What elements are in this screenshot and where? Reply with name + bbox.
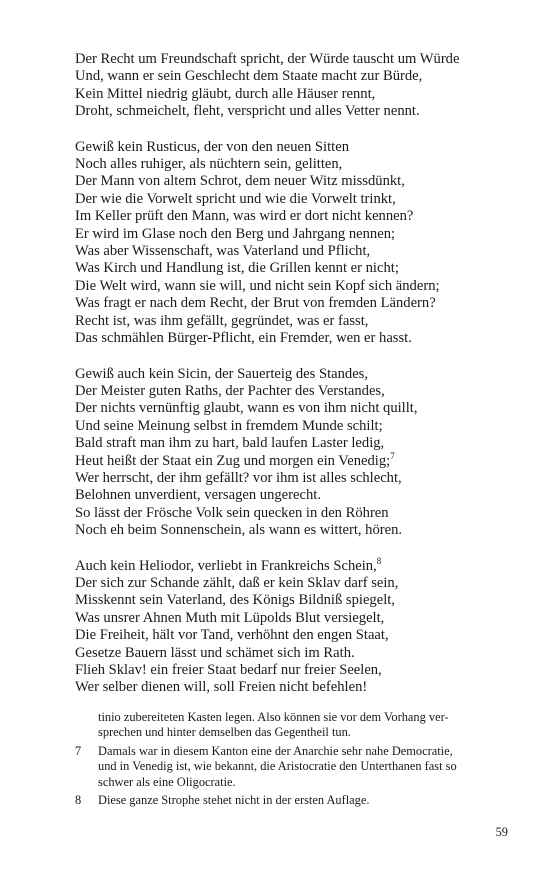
footnote-ref-7[interactable]: 7 <box>390 450 395 461</box>
verse-line: Die Freiheit, hält vor Tand, verhöhnt den engen Staat, <box>75 627 389 644</box>
stanza-2 <box>75 139 515 348</box>
stanza-3 <box>75 366 515 540</box>
footnote-number: 8 <box>75 793 82 808</box>
footnote-ref-8[interactable]: 8 <box>376 555 382 566</box>
footnote-line: tinio zubereiteten Kasten legen. Also können sie vor dem Vorhang ver- <box>98 710 449 724</box>
page-number: 59 <box>495 825 508 839</box>
verse-line: Misskennt sein Vaterland, des Königs Bildniß spiegelt, <box>75 592 395 609</box>
verse-line: Die Welt wird, wann sie will, und nicht sein Kopf sich ändern; <box>75 277 440 294</box>
footnote-continuation <box>75 710 507 741</box>
verse-line: Und seine Meinung selbst in fremdem Munde schilt; <box>75 417 383 434</box>
footnote-line: sprechen und hinter demselben das Gegentheil tun. <box>98 725 351 740</box>
footnote-line: Damals war in diesem Kanton eine der Anarchie sehr nahe Democratie, <box>98 743 453 758</box>
footnote-line: schwer als eine Oligocratie. <box>98 774 236 789</box>
verse-line: Belohnen unverdient, versagen ungerecht. <box>75 487 321 504</box>
footnote-8 <box>75 793 507 808</box>
verse-line: Wer herrscht, der ihm gefällt? vor ihm ist alles schlecht, <box>75 469 402 486</box>
verse-line: Was Kirch und Handlung ist, die Grillen kennt er nicht; <box>75 260 399 277</box>
verse-line: Der nichts vernünftig glaubt, wann es von ihm nicht quillt, <box>75 400 418 417</box>
verse-line: Im Keller prüft den Mann, was wird er dort nicht kennen? <box>75 208 414 225</box>
verse-line-with-footnote-8 <box>75 555 515 575</box>
verse-line: Der wie die Vorwelt spricht und wie die Vorwelt trinkt, <box>75 190 396 207</box>
verse-line: Und, wann er sein Geschlecht dem Staate macht zur Bürde, <box>75 68 423 85</box>
verse-line: Was fragt er nach dem Recht, der Brut von fremden Ländern? <box>75 295 436 312</box>
footnotes <box>75 710 507 811</box>
verse-line: Noch alles ruhiger, als nüchtern sein, gelitten, <box>75 156 343 173</box>
verse-line: So lässt der Frösche Volk sein quecken in den Röhren <box>75 504 389 521</box>
verse-line: Noch eh beim Sonnenschein, als wann es wittert, hören. <box>75 522 403 539</box>
footnote-number: 7 <box>75 743 82 758</box>
verse-line: Er wird im Glase noch den Berg und Jahrgang nennen; <box>75 225 396 242</box>
verse-line: Der Recht um Freundschaft spricht, der Würde tauscht um Würde <box>75 51 460 67</box>
verse-text: Auch kein Heliodor, verliebt in Frankreichs Schein, <box>75 557 377 574</box>
verse-line: Droht, schmeichelt, fleht, verspricht und alles Vetter nennt. <box>75 103 420 120</box>
verse-line: Das schmählen Bürger-Pflicht, ein Fremder, wen er hasst. <box>75 330 412 347</box>
poem <box>75 51 515 715</box>
verse-line: Gewiß auch kein Sicin, der Sauerteig des Standes, <box>75 365 369 382</box>
verse-line: Was aber Wissenschaft, was Vaterland und Pflicht, <box>75 243 371 260</box>
verse-line-with-footnote-7 <box>75 450 515 470</box>
verse-line: Wer selber dienen will, soll Freien nicht befehlen! <box>75 679 368 696</box>
verse-line: Bald straft man ihm zu hart, bald laufen Laster ledig, <box>75 435 385 452</box>
footnote-line: und in Venedig ist, wie bekannt, die Aristocratie den Unterthanen fast so <box>98 759 457 774</box>
verse-text: Heut heißt der Staat ein Zug und morgen ein Venedig; <box>75 452 391 469</box>
verse-line: Gesetze Bauern lässt und schämet sich im Rath. <box>75 644 355 661</box>
verse-line: Der Mann von altem Schrot, dem neuer Witz missdünkt, <box>75 173 405 190</box>
footnote-7 <box>75 744 507 790</box>
verse-line: Gewiß kein Rusticus, der von den neuen Sitten <box>75 138 349 155</box>
verse-line: Was unsrer Ahnen Muth mit Lüpolds Blut versiegelt, <box>75 609 385 626</box>
verse-line: Recht ist, was ihm gefällt, gegründet, was er fasst, <box>75 312 369 329</box>
verse-line: Der sich zur Schande zählt, daß er kein Sklav darf sein, <box>75 574 399 591</box>
footnote-line: Diese ganze Strophe stehet nicht in der ersten Auflage. <box>98 793 370 808</box>
verse-line: Kein Mittel niedrig gläubt, durch alle Häuser rennt, <box>75 85 376 102</box>
stanza-1 <box>75 51 515 121</box>
verse-line: Der Meister guten Raths, der Pachter des Verstandes, <box>75 382 385 399</box>
verse-line: Flieh Sklav! ein freier Staat bedarf nur freier Seelen, <box>75 662 382 678</box>
stanza-4 <box>75 555 515 697</box>
